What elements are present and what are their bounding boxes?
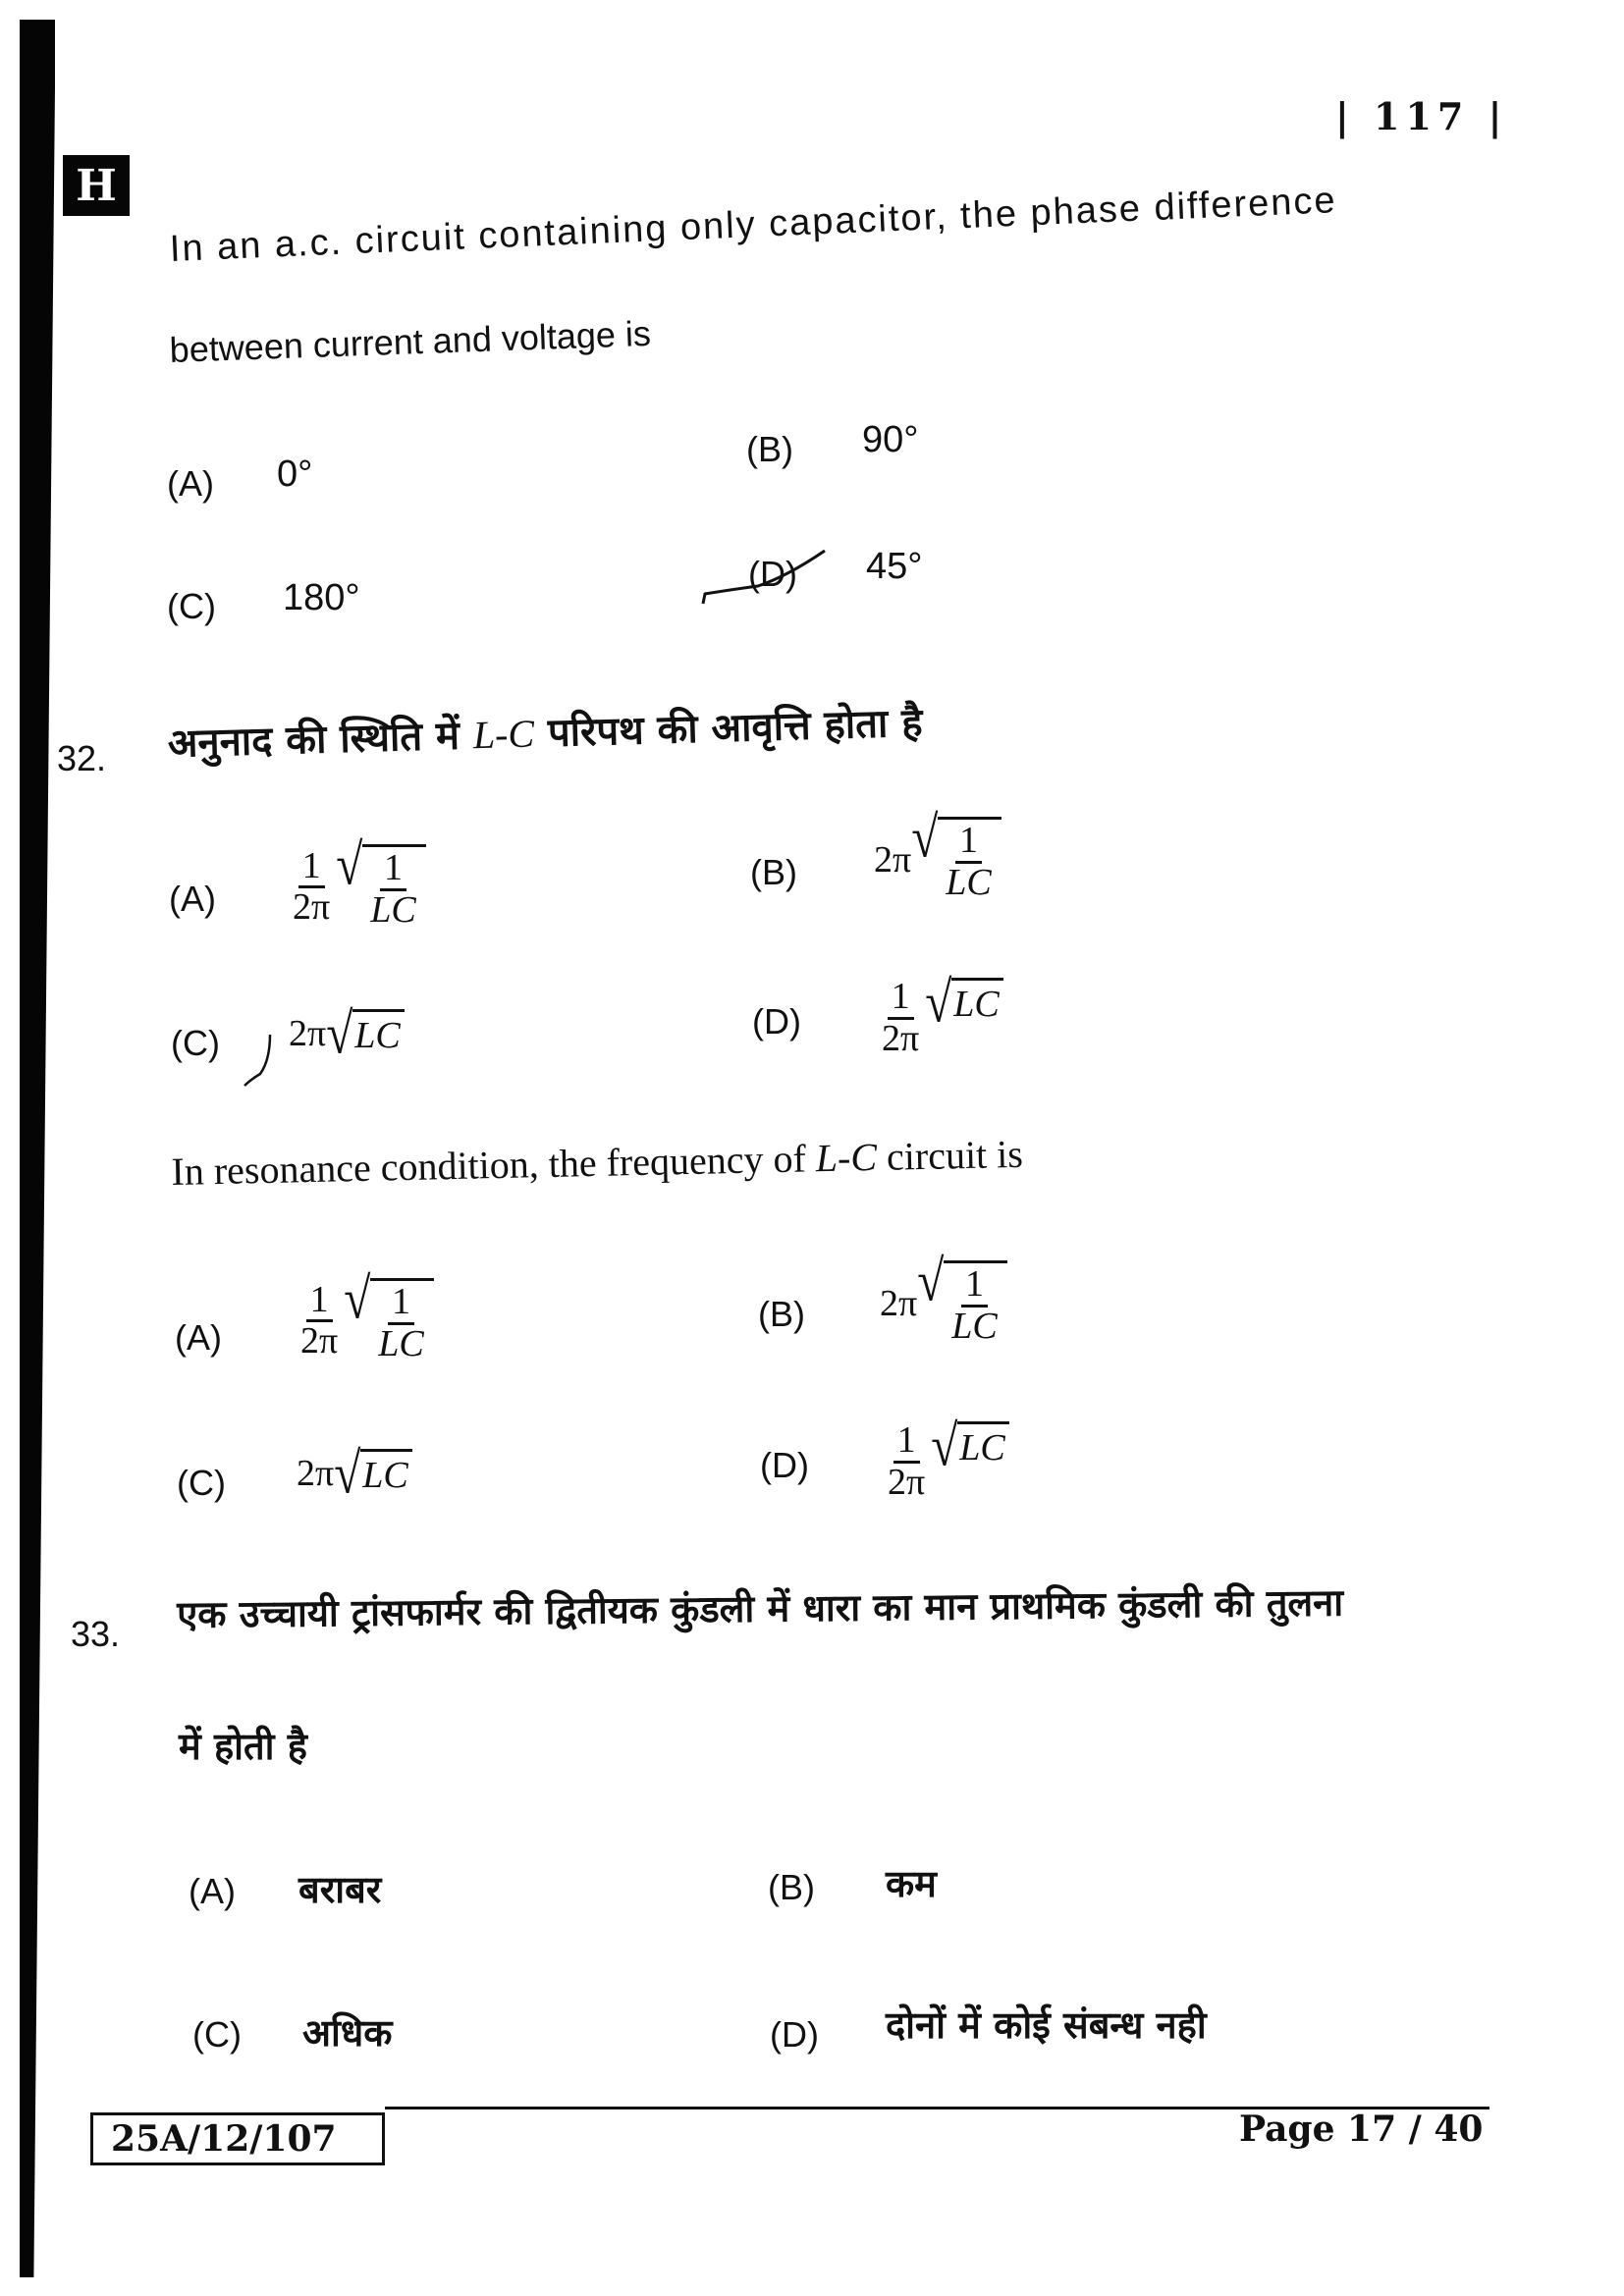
q33-option-d-value: दोनों में कोई संबन्ध नही (886, 2003, 1207, 2047)
q31-option-c-value: 180° (283, 577, 360, 618)
question-31-text-line1: In an a.c. circuit containing only capacitor, the phase difference (169, 180, 1338, 270)
q33-option-a-label: (A) (189, 1871, 236, 1911)
q32-en-option-d-formula: $\frac{1}{2\pi}$ √ LC (882, 1421, 1009, 1503)
q32-hi-post: परिपथ की आवृत्ति होता है (533, 700, 924, 757)
paper-code-box: 25A/12/107 (90, 2112, 385, 2165)
q31-option-b-value: 90° (862, 419, 919, 460)
q33-option-c-label: (C) (192, 2014, 242, 2055)
question-33-text-line1: एक उच्चायी ट्रांसफार्मर की द्वितीयक कुंडली में धारा का मान प्राथमिक कुंडली की तुलना (177, 1580, 1344, 1636)
question-32-text-en (171, 1131, 1023, 1195)
page-number: Page 17 / 40 (1239, 2109, 1484, 2150)
q32-hi-option-b-label: (B) (750, 852, 797, 892)
question-32-text-hi (167, 694, 923, 769)
q33-option-b-label: (B) (768, 1867, 815, 1907)
page-code: | 117 | (1335, 94, 1508, 138)
q31-option-a-value: 0° (277, 454, 313, 495)
scan-edge-bar (20, 20, 55, 2277)
q33-option-a-value: बराबर (298, 1868, 382, 1911)
pen-strike-mark (699, 547, 827, 606)
q32-hi-option-c-formula: 2π √ LC (289, 1009, 405, 1057)
q32-hi-option-a-label: (A) (169, 879, 216, 919)
set-badge: H (63, 155, 130, 216)
q33-option-c-value: अधिक (302, 2011, 393, 2055)
q32-en-option-c-formula: 2π √ LC (297, 1449, 412, 1497)
question-33-text-line2: में होती है (179, 1725, 307, 1768)
q31-option-a-label: (A) (167, 463, 214, 504)
q32-en-post: circuit is (876, 1131, 1024, 1179)
q32-en-option-c-label: (C) (177, 1463, 226, 1503)
q33-option-d-label: (D) (770, 2014, 819, 2055)
q32-en-option-a-label: (A) (175, 1317, 222, 1358)
question-31-text-line2: between current and voltage is (169, 312, 652, 370)
q32-en-pre: In resonance condition, the frequency of (171, 1136, 817, 1194)
question-32-number: 32. (57, 738, 107, 778)
q32-en-option-d-label: (D) (760, 1445, 809, 1485)
q32-hi-option-d-formula: $\frac{1}{2\pi}$ √ LC (876, 978, 1003, 1059)
q32-en-option-a-formula: $\frac{1}{2\pi}$ √ $\frac{1}{LC}$ (295, 1278, 434, 1364)
q32-hi-option-c-label: (C) (171, 1023, 220, 1063)
q32-hi-option-d-label: (D) (752, 1001, 801, 1041)
q32-hi-pre: अनुनाद की स्थिति में (167, 713, 474, 767)
q32-en-option-b-formula: 2π √ $\frac{1}{LC}$ (880, 1260, 1007, 1347)
q33-option-b-value: कम (886, 1862, 937, 1905)
q32-en-option-b-label: (B) (758, 1294, 805, 1334)
q31-option-d-label: (D) (748, 554, 797, 594)
q31-option-c-label: (C) (167, 586, 216, 626)
q32-en-var: L-C (815, 1134, 878, 1181)
question-33-number: 33. (71, 1614, 121, 1654)
q32-hi-option-a-formula: $\frac{1}{2\pi}$ √ $\frac{1}{LC}$ (287, 844, 426, 931)
pen-tick-mark (241, 1031, 280, 1090)
q32-hi-option-b-formula: 2π √ $\frac{1}{LC}$ (874, 817, 1001, 903)
q32-hi-var: L-C (472, 711, 535, 758)
q31-option-d-value: 45° (866, 546, 923, 587)
q31-option-b-label: (B) (746, 429, 793, 469)
